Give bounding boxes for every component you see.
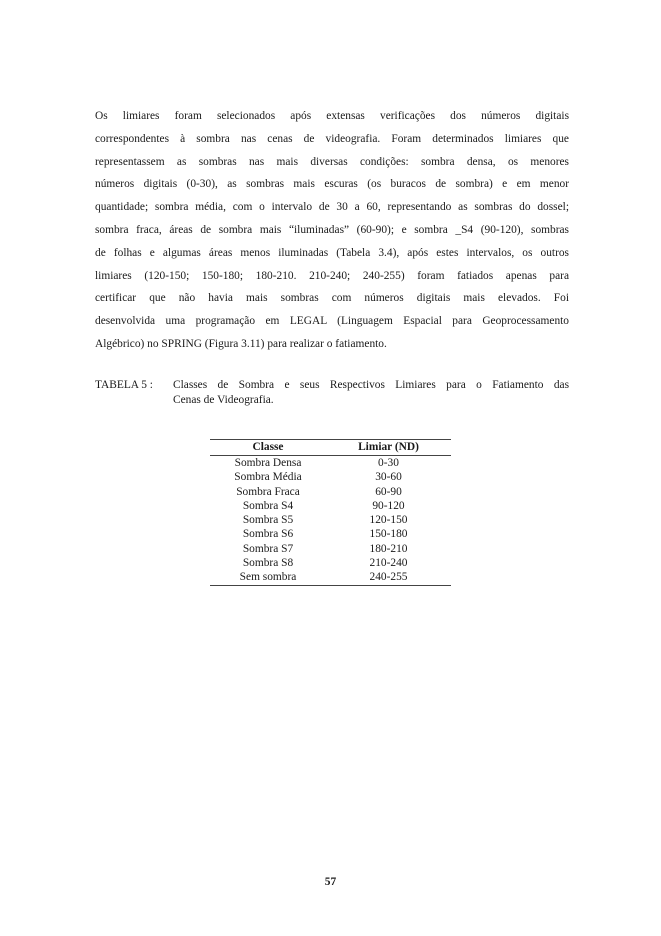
cell-limiar: 210-240 xyxy=(369,557,408,570)
table-row xyxy=(210,470,451,484)
cell-classe: Sombra S6 xyxy=(242,528,294,541)
cell-classe: Sombra Densa xyxy=(234,457,302,469)
cell-classe: Sombra S4 xyxy=(242,499,294,512)
page-number: 57 xyxy=(324,876,337,888)
paragraph-line: números digitais (0-30), as sombras mais escuras (os buracos de sombra) e em menor xyxy=(95,178,569,191)
table-row xyxy=(210,542,451,556)
table-caption-line: Cenas de Videografia. xyxy=(173,394,274,406)
table-row xyxy=(210,556,451,570)
cell-limiar: 90-120 xyxy=(372,499,405,512)
table-row xyxy=(210,499,451,513)
table-caption-label: TABELA 5 : xyxy=(95,379,153,391)
cell-limiar: 60-90 xyxy=(375,485,402,498)
table-row xyxy=(210,527,451,541)
cell-classe: Sombra S5 xyxy=(242,514,294,527)
cell-limiar: 240-255 xyxy=(326,570,451,585)
table-row xyxy=(210,570,451,585)
cell-limiar: 180-210 xyxy=(369,542,408,555)
paragraph-line: Os limiares foram selecionados após extensas verificações dos números digitais xyxy=(95,110,569,122)
cell-classe: Sombra Média xyxy=(234,471,302,484)
paragraph-line: quantidade; sombra média, com o intervalo de 30 a 60, representando as sombras do dossel; xyxy=(95,201,569,214)
cell-classe: Sombra S8 xyxy=(242,557,294,570)
paragraph-line: de folhas e algumas áreas menos iluminadas (Tabela 3.4), após estes intervalos, os outros xyxy=(95,246,569,259)
table-row xyxy=(210,513,451,527)
column-header-classe: Classe xyxy=(210,440,326,456)
column-header-limiar: Limiar (ND) xyxy=(326,440,451,456)
cell-limiar: 150-180 xyxy=(369,528,408,541)
paragraph-line: desenvolvida uma programação em LEGAL (Linguagem Espacial para Geoprocessamento xyxy=(95,315,569,328)
paragraph-line: correspondentes à sombra nas cenas de videografia. Foram determinados limiares que xyxy=(95,132,569,145)
table-caption-line: Classes de Sombra e seus Respectivos Limiares para o Fatiamento das xyxy=(173,379,569,391)
table-header-row xyxy=(210,440,451,456)
cell-limiar: 30-60 xyxy=(375,471,402,484)
table-row xyxy=(210,485,451,499)
body-paragraph xyxy=(95,105,569,356)
cell-classe: Sem sombra xyxy=(210,570,326,585)
paragraph-line: Algébrico) no SPRING (Figura 3.11) para realizar o fatiamento. xyxy=(95,337,387,350)
cell-limiar: 0-30 xyxy=(378,457,399,469)
cell-limiar: 120-150 xyxy=(369,514,408,527)
paragraph-line: representassem as sombras nas mais diversas condições: sombra densa, os menores xyxy=(95,155,569,168)
table-caption-text xyxy=(173,378,569,408)
paragraph-line: sombra fraca, áreas de sombra mais “iluminadas” (60-90); e sombra _S4 (90-120), sombras xyxy=(95,223,569,236)
cell-classe: Sombra Fraca xyxy=(236,485,300,498)
cell-classe: Sombra S7 xyxy=(242,542,294,555)
threshold-table xyxy=(210,439,451,586)
paragraph-line: limiares (120-150; 150-180; 180-210. 210-240; 240-255) foram fatiados apenas para xyxy=(95,269,569,282)
paragraph-line: certificar que não havia mais sombras com números digitais mais elevados. Foi xyxy=(95,292,569,305)
table-row xyxy=(210,456,451,471)
